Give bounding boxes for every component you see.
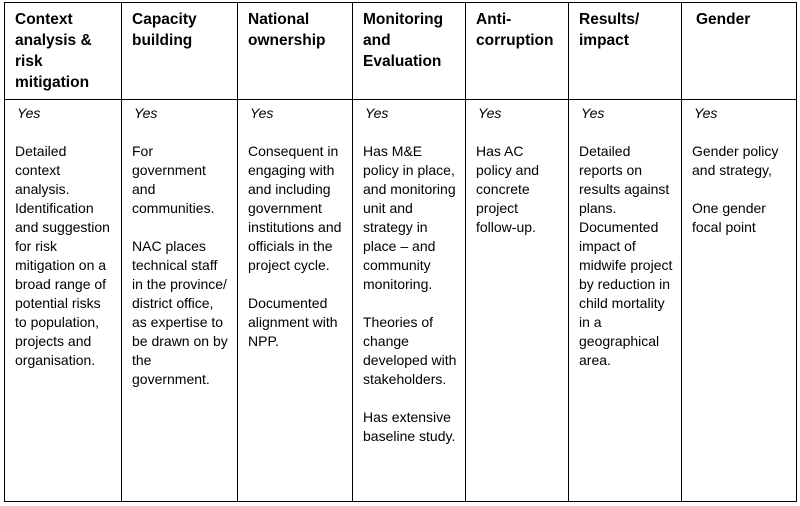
cell-text: One gender focal point — [692, 200, 766, 235]
header-row — [5, 3, 797, 100]
cell-monitoring-evaluation — [353, 100, 466, 502]
cell-text: Detailed reports on results against plans. Documented impact of midwife project by reduction in child mortality in a geographical area. — [579, 143, 673, 368]
answer-yes: Yes — [478, 105, 502, 121]
cell-text: NAC places technical staff in the province/ district office, as expertise to be drawn on by the government. — [132, 238, 228, 387]
header-capacity-building: Capacity building — [122, 3, 238, 100]
cell-text: Has AC policy and concrete project follow-up. — [476, 143, 540, 235]
header-context-analysis: Context analysis & risk mitigation — [5, 3, 122, 100]
cell-text: Theories of change developed with stakeholders. — [363, 314, 457, 387]
answer-yes: Yes — [250, 105, 274, 121]
cell-text: Detailed context analysis. Identification and suggestion for risk mitigation on a broad range of potential risks to population, projects and organisation. — [15, 143, 110, 368]
cell-text: Has M&E policy in place, and monitoring unit and strategy in place – and community monitoring. — [363, 143, 456, 292]
cell-anti-corruption — [466, 100, 569, 502]
cell-results-impact — [569, 100, 682, 502]
cell-national-ownership — [238, 100, 353, 502]
answer-yes: Yes — [365, 105, 389, 121]
assessment-table — [4, 2, 797, 502]
header-monitoring-evaluation: Monitoring and Evaluation — [353, 3, 466, 100]
header-results-impact: Results/ impact — [569, 3, 682, 100]
header-national-ownership: National ownership — [238, 3, 353, 100]
answer-yes: Yes — [581, 105, 605, 121]
answer-yes: Yes — [134, 105, 158, 121]
header-anti-corruption: Anti-corruption — [466, 3, 569, 100]
answer-yes: Yes — [17, 105, 41, 121]
cell-text: For government and communities. — [132, 143, 215, 216]
answer-yes: Yes — [694, 105, 718, 121]
cell-text: Consequent in engaging with and including government institutions and officials in the project cycle. — [248, 143, 342, 273]
cell-context-analysis — [5, 100, 122, 502]
content-row — [5, 100, 797, 502]
cell-capacity-building — [122, 100, 238, 502]
cell-text: Documented alignment with NPP. — [248, 295, 338, 349]
cell-gender — [682, 100, 797, 502]
cell-text: Has extensive baseline study. — [363, 409, 456, 444]
header-gender: Gender — [682, 3, 797, 100]
cell-text: Gender policy and strategy, — [692, 143, 779, 178]
